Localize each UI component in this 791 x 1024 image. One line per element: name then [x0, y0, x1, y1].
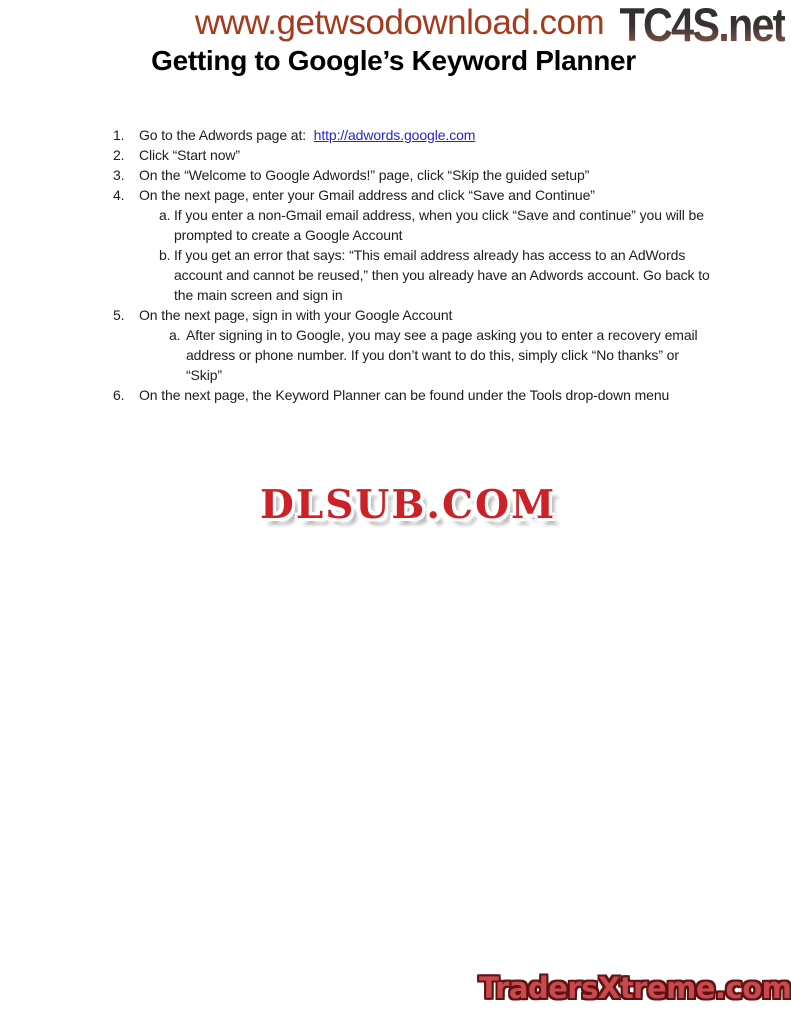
list-item-text: account and cannot be reused,” then you already have an Adwords account. Go back to: [174, 267, 710, 283]
list-item-4b-cont: [0, 265, 791, 285]
list-item-text: On the “Welcome to Google Adwords!” page, click “Skip the guided setup”: [139, 167, 590, 183]
list-item-4b-cont2: [0, 285, 791, 305]
list-item-4a: [0, 205, 791, 225]
tc4s-logo: TC4S.net: [619, 0, 785, 51]
list-item-text: the main screen and sign in: [174, 287, 343, 303]
list-marker: 3.: [113, 167, 125, 183]
list-item-text: “Skip”: [186, 367, 222, 383]
list-marker: 6.: [113, 387, 125, 403]
tradersxtreme-watermark: TradersXtreme.com: [479, 971, 791, 1005]
list-item-4b: [0, 245, 791, 265]
list-marker: b.: [159, 247, 171, 263]
list-item-4: [0, 185, 791, 205]
list-item-1: [0, 125, 791, 145]
list-marker: 4.: [113, 187, 125, 203]
list-item-text: On the next page, sign in with your Google Account: [139, 307, 453, 323]
list-marker: 1.: [113, 127, 125, 143]
list-marker: a.: [159, 207, 171, 223]
list-item-text: If you enter a non-Gmail email address, when you click “Save and continue” you will be: [174, 207, 704, 223]
list-item-5: [0, 305, 791, 325]
list-marker: a.: [169, 327, 181, 343]
page-title: Getting to Google’s Keyword Planner: [151, 45, 636, 76]
adwords-link[interactable]: http://adwords.google.com: [313, 127, 476, 143]
list-item-text: [139, 125, 475, 145]
list-item-5a-cont: [0, 345, 791, 365]
list-marker: 2.: [113, 147, 125, 163]
list-item-2: [0, 145, 791, 165]
list-item-3: [0, 165, 791, 185]
list-item-text: If you get an error that says: “This email address already has access to an AdWords: [174, 247, 686, 263]
list-item-6: [0, 385, 791, 405]
site-url-header: www.getwsodownload.com: [194, 3, 605, 42]
list-item-text: On the next page, the Keyword Planner can be found under the Tools drop-down menu: [139, 387, 670, 403]
instruction-list: [0, 125, 791, 405]
list-item-5a-cont2: [0, 365, 791, 385]
list-item-text: After signing in to Google, you may see a page asking you to enter a recovery email: [186, 327, 698, 343]
list-item-text: On the next page, enter your Gmail address and click “Save and Continue”: [139, 187, 595, 203]
list-item-text: Click “Start now”: [139, 147, 240, 163]
list-item-5a: [0, 325, 791, 345]
list-item-text: prompted to create a Google Account: [174, 227, 403, 243]
list-item-text: address or phone number. If you don’t want to do this, simply click “No thanks” or: [186, 347, 679, 363]
list-item-4a-cont: [0, 225, 791, 245]
list-item-text-fragment: Go to the Adwords page at:: [139, 127, 314, 143]
dlsub-watermark: DLSUB.COM: [260, 482, 557, 528]
list-marker: 5.: [113, 307, 125, 323]
